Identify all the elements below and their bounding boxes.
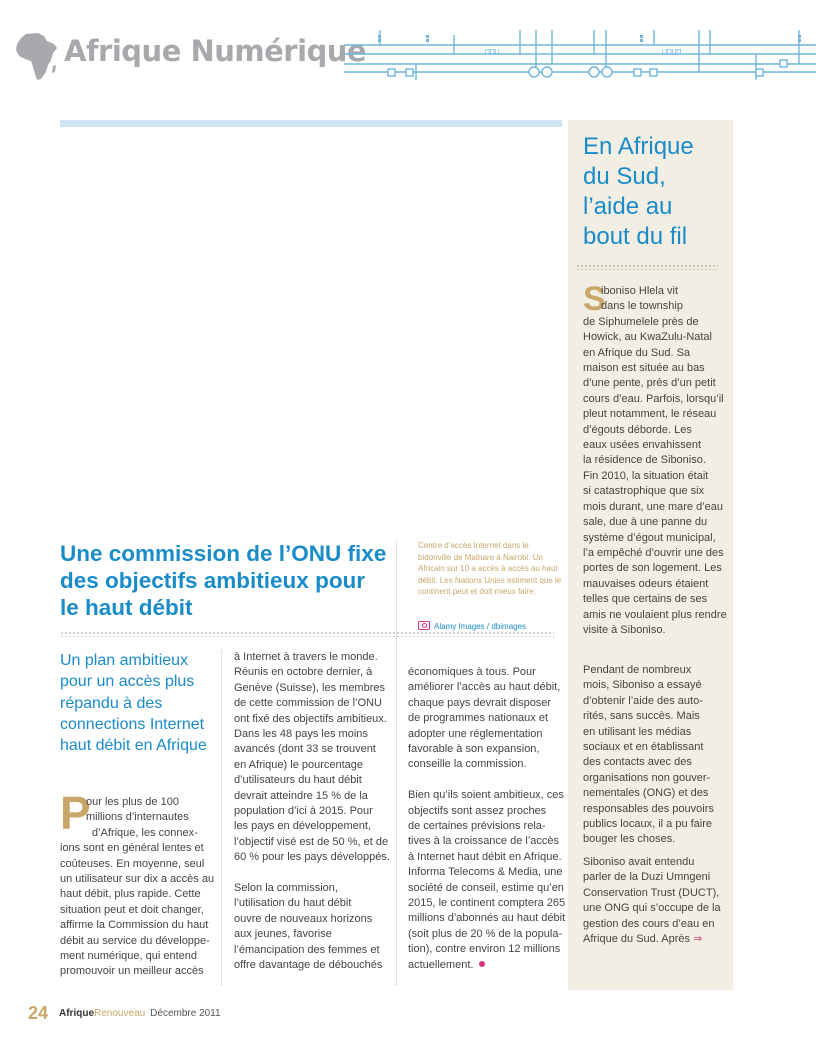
sidebar-line: Conservation Trust (DUCT), — [583, 886, 720, 899]
sidebar-line: visite à Siboniso. — [583, 623, 666, 636]
camera-icon — [418, 621, 430, 630]
text-line: en Afrique) le pourcentage — [234, 758, 364, 771]
sidebar-line: sale, due à une panne du — [583, 516, 708, 529]
text-line: millions d’internautes — [86, 811, 189, 824]
sidebar-line: la résidence de Siboniso. — [583, 454, 706, 467]
end-of-article-dot-icon — [479, 961, 485, 967]
sidebar-line: organisations non gouver- — [583, 771, 711, 784]
sidebar-line: en utilisant les médias — [583, 725, 692, 738]
sidebar-line: Siboniso avait entendu — [583, 856, 695, 868]
text-line: favorable à son expansion, — [408, 743, 540, 756]
text-line: de cette commission de l’ONU — [234, 697, 382, 710]
text-line: de programmes nationaux et — [408, 712, 549, 725]
text-line: promouvoir un meilleur accès — [60, 965, 204, 978]
text-line: Genève (Suisse), les membres — [234, 681, 385, 694]
text-line: millions d’abonnés au haut débit — [408, 912, 566, 925]
photo-credit-text: Alamy Images / dbimages — [434, 622, 527, 631]
brand-renouveau: Renouveau — [94, 1008, 146, 1019]
sidebar-line: gestion des cours d’eau en — [583, 917, 715, 930]
sidebar-last-line-text: Afrique du Sud. Après — [583, 933, 691, 946]
circuit-board-decoration — [344, 30, 816, 80]
text-line: de certaines prévisions rela- — [408, 820, 546, 833]
headline-dotted-rule — [60, 631, 554, 637]
text-line: 60 % pour les pays développés. — [234, 851, 390, 864]
article-dropcap: P — [60, 787, 91, 839]
text-line: affirme la Commission du haut — [60, 919, 209, 932]
top-blue-rule — [60, 120, 562, 127]
paragraph-gap — [234, 866, 389, 881]
text-line — [408, 958, 563, 973]
sidebar-line: nementales (ONG) et des — [583, 787, 709, 800]
continue-arrow-icon: ⇒ — [693, 933, 703, 946]
sidebar-line: mois durant, une mare d’eau — [583, 500, 724, 513]
text-line: Informa Telecoms & Media, une — [408, 866, 563, 879]
circuit-label-2: ⊔⊓⊔⊓ — [662, 47, 682, 56]
sidebar-line: amis ne voulaient plus rendre — [583, 608, 727, 621]
circuit-label-1: ⊓⊓⊔ — [485, 47, 500, 56]
sidebar-line: Fin 2010, la situation était — [583, 469, 709, 482]
sidebar-line: pleut notamment, le réseau — [583, 408, 717, 421]
sidebar-line: telles que certains de ses — [583, 593, 708, 606]
article-column-2 — [234, 650, 389, 974]
text-line: Dans les 48 pays les moins — [234, 728, 368, 741]
sidebar-line: des contacts avec des — [583, 756, 692, 769]
text-line: débit au service du développe- — [60, 934, 210, 947]
text-line: adopter une réglementation — [408, 727, 543, 740]
sidebar-line: Howick, au KwaZulu-Natal — [583, 331, 712, 344]
text-line: économiques à tous. Pour — [408, 666, 536, 678]
photo-credit — [418, 621, 526, 631]
sidebar-dotted-rule — [576, 264, 718, 270]
text-line: aux jeunes, favorise — [234, 928, 332, 941]
sidebar-line: publics locaux, il a pu faire — [583, 818, 713, 831]
sidebar-line: mois, Siboniso a essayé — [583, 679, 702, 692]
text-line: conseille la commission. — [408, 758, 527, 771]
text-line: ment numérique, qui entend — [60, 950, 197, 963]
africa-map-icon — [14, 32, 58, 82]
sidebar-line: de Siphumelele près de — [583, 315, 699, 328]
text-line: situation peut et doit changer, — [60, 903, 204, 916]
column-divider — [396, 540, 397, 985]
photo-caption: Centre d’accès Internet dans le bidonville de Mathare à Nairobi. Un Africain sur 10 a accès à accès au haut débit. Les Nations Unies estiment que le continent peut et doit mieux faire. — [418, 541, 562, 597]
paragraph-gap — [408, 773, 563, 788]
sidebar-line: iboniso Hlela vit — [601, 285, 679, 297]
text-line: à Internet haut débit en Afrique. — [408, 850, 562, 863]
sidebar-line: système d’égout municipal, — [583, 531, 716, 544]
sidebar-paragraph-3 — [583, 855, 733, 947]
sidebar-line: d’une pente, près d’un petit — [583, 377, 716, 390]
page-number: 24 — [28, 1003, 49, 1023]
text-line: devrait atteindre 15 % de la — [234, 789, 368, 802]
article-column-1 — [60, 787, 215, 980]
brand-afrique: Afrique — [59, 1008, 94, 1019]
text-line: Selon la commission, — [234, 882, 338, 895]
sidebar-line: d’égouts déborde. Les — [583, 423, 692, 436]
text-line: chaque pays devrait disposer — [408, 696, 552, 709]
sidebar-title: En Afrique du Sud, l’aide au bout du fil — [583, 133, 694, 250]
text-line: société de conseil, estime qu’en — [408, 881, 564, 894]
sidebar-line: Pendant de nombreux — [583, 664, 692, 676]
text-line: our les plus de 100 — [86, 796, 179, 808]
text-line: ouvre de nouveaux horizons — [234, 912, 373, 925]
sidebar-paragraph-1 — [583, 280, 733, 638]
footer-brand — [59, 1008, 221, 1019]
sidebar-paragraph-2 — [583, 663, 733, 848]
text-line: (soit plus de 20 % de la popula- — [408, 927, 563, 940]
sidebar-line: dans le township — [601, 300, 683, 313]
text-line: 2015, le continent comptera 265 — [408, 897, 566, 910]
text-line: d’utilisateurs du haut débit — [234, 774, 362, 787]
sidebar-line: maison est située au bas — [583, 362, 705, 375]
sidebar-line: cours d’eau. Parfois, lorsqu’il — [583, 392, 724, 405]
text-line: ions sont en général lentes et — [60, 842, 204, 855]
article-column-3 — [408, 665, 566, 973]
text-line: ont fixé des objectifs ambitieux. — [234, 712, 387, 725]
text-line: tives à la croissance de l’accès — [408, 835, 560, 848]
text-line: Bien qu’ils soient ambitieux, ces — [408, 789, 564, 802]
last-line-text: actuellement. — [408, 958, 474, 971]
issue-date: Décembre 2011 — [150, 1008, 221, 1019]
text-line: coûteuses. En moyenne, seul — [60, 857, 205, 870]
sidebar-line — [583, 932, 733, 947]
text-line: population d’ici à 2015. Pour — [234, 805, 373, 818]
article-headline: Une commission de l’ONU fixe des objectifs ambitieux pour le haut débit — [60, 541, 387, 620]
text-line: un utilisateur sur dix a accès au — [60, 873, 215, 886]
text-line: haut débit, plus rapide. Cette — [60, 888, 201, 901]
sidebar-dropcap: S — [583, 280, 606, 318]
sidebar-line: bouger les choses. — [583, 833, 676, 846]
text-line: améliorer l’accès au haut débit, — [408, 681, 561, 694]
text-line: objectifs sont assez proches — [408, 804, 547, 817]
text-line: offre davantage de débouchés — [234, 959, 383, 972]
text-line: les pays en développement, — [234, 820, 371, 833]
text-line: avancés (dont 33 se trouvent — [234, 743, 376, 756]
sidebar-line: portes de son logement. Les — [583, 562, 722, 575]
sidebar-line: d’obtenir l’aide des auto- — [583, 694, 703, 707]
sidebar-line: rités, sans succès. Mais — [583, 710, 700, 723]
column-divider — [221, 650, 222, 985]
sidebar-line: l’a empêché d’ouvrir une des — [583, 546, 724, 559]
text-line: l’utilisation du haut débit — [234, 897, 352, 910]
text-line: d’Afrique, les connex- — [92, 826, 198, 839]
text-line: l’émancipation des femmes et — [234, 943, 380, 956]
text-line: tion), contre environ 12 millions — [408, 943, 561, 956]
sidebar-line: responsables des pouvoirs — [583, 802, 714, 815]
text-line: à Internet à travers le monde. — [234, 651, 378, 663]
article-deck: Un plan ambitieux pour un accès plus répandu à des connections Internet haut débit en Afrique — [60, 652, 207, 755]
section-title: Afrique Numérique — [64, 34, 367, 68]
sidebar-line: sociaux et en établissant — [583, 741, 704, 754]
sidebar-line: eaux usées envahissent — [583, 439, 702, 452]
text-line: Réunis en octobre dernier, à — [234, 666, 373, 679]
sidebar-line: parler de la Duzi Umngeni — [583, 871, 711, 884]
sidebar-line: si catastrophique que six — [583, 485, 705, 498]
sidebar-line: mauvaises odeurs étaient — [583, 577, 709, 590]
sidebar-line: en Afrique du Sud. Sa — [583, 346, 691, 359]
sidebar-line: une ONG qui s’occupe de la — [583, 902, 721, 915]
text-line: l’objectif visé est de 50 %, et de — [234, 835, 389, 848]
